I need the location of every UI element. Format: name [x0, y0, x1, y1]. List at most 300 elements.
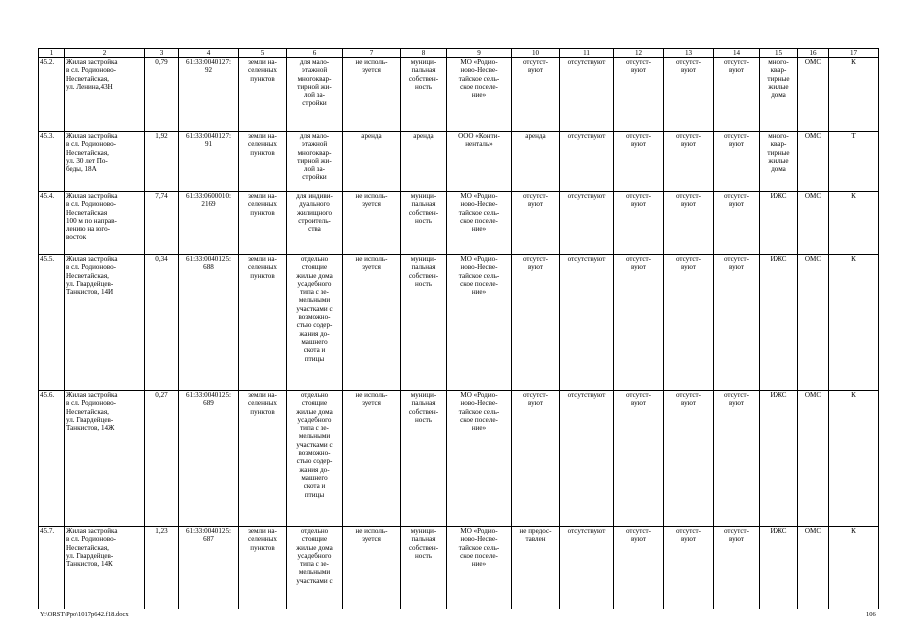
cell-text-line: 0,27 [155, 391, 168, 399]
table-cell [239, 255, 287, 391]
table-cell [760, 58, 798, 132]
land-plots-table [38, 48, 879, 609]
table-row [39, 58, 879, 132]
cell-text-line: в сл. Родионово- [66, 399, 116, 408]
cell-text-line: строитель- [298, 216, 331, 225]
table-cell [39, 527, 65, 609]
cell-text-line: отсутст- [723, 132, 750, 140]
table-cell [39, 192, 65, 255]
cell-text-line: селенных [248, 66, 277, 75]
cell-text-line: вуют [631, 399, 646, 408]
cell-text-line: в сл. Родионово- [66, 66, 116, 75]
cell-text-line: вуют [528, 200, 543, 209]
table-cell [714, 192, 760, 255]
cell-text-line: вуют [681, 140, 696, 149]
header-cell: 16 [798, 49, 829, 58]
cell-text-line: ское поселе- [460, 279, 498, 288]
table-cell [65, 527, 145, 609]
cell-text-line: пунктов [250, 407, 275, 416]
table-cell [664, 192, 714, 255]
cell-text-line: 45.7. [40, 527, 55, 535]
cell-text-line: этажной [301, 66, 328, 75]
cell-text-line: МО «Родио- [460, 58, 498, 66]
cell-text-line: в сл. Родионово- [66, 263, 116, 272]
cell-text-line: 688 [203, 263, 214, 272]
cell-text-line: ское поселе- [460, 82, 498, 91]
table-cell [798, 255, 829, 391]
table-cell [343, 192, 401, 255]
table-cell [145, 192, 179, 255]
cell-text-line: стоящие [301, 263, 328, 272]
cell-text-line: зуется [362, 535, 381, 544]
cell-text-line: аренда [413, 132, 434, 140]
cell-text-line: вуют [528, 399, 543, 408]
cell-text-line: пунктов [250, 148, 275, 157]
cell-text-line: ОМС [804, 192, 822, 200]
cell-text-line: отсутст- [675, 255, 702, 263]
cell-text-line: восток [66, 233, 87, 242]
cell-text-line: лению на юго- [66, 225, 111, 234]
table-cell [798, 132, 829, 192]
cell-text-line: тайское сель- [458, 271, 500, 280]
table-cell [447, 391, 512, 527]
header-cell: 3 [145, 49, 179, 58]
cell-text-line: скота и [303, 346, 326, 355]
cell-text-line: отсутст- [675, 132, 702, 140]
table-cell [401, 58, 447, 132]
cell-text-line: Жилая застройка [66, 132, 118, 140]
cell-text-line: вуют [528, 66, 543, 75]
table-cell [560, 58, 614, 132]
cell-text-line: 7,74 [155, 192, 168, 200]
table-cell [145, 58, 179, 132]
cell-text-line: К [851, 192, 856, 200]
cell-text-line: отсутст- [522, 255, 549, 263]
cell-text-line: тавлен [525, 535, 546, 544]
cell-text-line: тайское сель- [458, 208, 500, 217]
cell-text-line: 45.2. [40, 58, 55, 66]
header-cell: 2 [65, 49, 145, 58]
cell-text-line: в сл. Родионово- [66, 140, 116, 149]
table-cell [401, 192, 447, 255]
cell-text-line: отсутст- [723, 192, 750, 200]
cell-text-line: Жилая застройка [66, 527, 118, 535]
table-cell [65, 132, 145, 192]
table-cell [714, 391, 760, 527]
cell-text-line: жилые дома [296, 543, 333, 552]
cell-text-line: отсутст- [723, 255, 750, 263]
cell-text-line: ние» [471, 225, 487, 234]
cell-text-line: отсутствуют [567, 527, 606, 535]
cell-text-line: скота и [303, 482, 326, 491]
cell-text-line: ства [308, 225, 321, 234]
cell-text-line: отсутст- [625, 255, 652, 263]
cell-text-line: в сл. Родионово- [66, 200, 116, 209]
table-cell [714, 255, 760, 391]
cell-text-line: лой за- [304, 165, 325, 174]
cell-text-line: 2169 [201, 200, 216, 209]
cell-text-line: Т [851, 132, 856, 140]
cell-text-line: отсутст- [522, 391, 549, 399]
table-cell [179, 58, 239, 132]
table-cell [714, 527, 760, 609]
cell-text-line: отсутствуют [567, 132, 606, 140]
cell-text-line: зуется [362, 263, 381, 272]
table-cell [714, 132, 760, 192]
cell-text-line: ское поселе- [460, 415, 498, 424]
cell-text-line: мельными [298, 296, 331, 305]
cell-text-line: отсутствуют [567, 58, 606, 66]
table-cell [447, 58, 512, 132]
cell-text-line: жилые дома [296, 407, 333, 416]
cell-text-line: квар- [770, 66, 787, 75]
table-cell [664, 391, 714, 527]
cell-text-line: собствен- [408, 208, 439, 217]
cell-text-line: селенных [248, 140, 277, 149]
cell-text-line: селенных [248, 535, 277, 544]
cell-text-line: 1,92 [155, 132, 168, 140]
header-cell: 15 [760, 49, 798, 58]
cell-text-line: собствен- [408, 74, 439, 83]
table-cell [560, 132, 614, 192]
cell-text-line: ние» [471, 560, 487, 569]
cell-text-line: вуют [528, 263, 543, 272]
table-cell [179, 391, 239, 527]
cell-text-line: ское поселе- [460, 551, 498, 560]
cell-text-line: отсутст- [675, 58, 702, 66]
table-row [39, 192, 879, 255]
cell-text-line: жания до- [299, 465, 330, 474]
cell-text-line: вуют [729, 399, 744, 408]
cell-text-line: не предос- [519, 527, 552, 535]
table-cell [447, 132, 512, 192]
cell-text-line: Жилая застройка [66, 58, 118, 66]
header-cell: 7 [343, 49, 401, 58]
cell-text-line: не исполь- [355, 527, 388, 535]
cell-text-line: 0,34 [155, 255, 168, 263]
table-cell [401, 132, 447, 192]
cell-text-line: 61:33:0600010: [186, 192, 231, 200]
cell-text-line: ние» [471, 91, 487, 100]
cell-text-line: отдельно [300, 255, 329, 263]
table-cell [560, 391, 614, 527]
table-cell [179, 527, 239, 609]
cell-text-line: отдельно [300, 391, 329, 399]
cell-text-line: зуется [362, 66, 381, 75]
table-cell [145, 391, 179, 527]
cell-text-line: возможно- [298, 313, 331, 322]
cell-text-line: 45.4. [40, 192, 55, 200]
cell-text-line: жилищного [296, 208, 333, 217]
table-cell [760, 527, 798, 609]
cell-text-line: Несветайская, [66, 74, 109, 83]
cell-text-line: птицы [304, 490, 325, 499]
cell-text-line: аренда [525, 132, 546, 140]
cell-text-line: усадебного [297, 279, 332, 288]
table-cell [179, 132, 239, 192]
cell-text-line: усадебного [297, 415, 332, 424]
cell-text-line: отсутст- [625, 192, 652, 200]
table-cell [287, 132, 343, 192]
cell-text-line: этажной [301, 140, 328, 149]
cell-text-line: стоящие [301, 535, 328, 544]
cell-text-line: ние» [471, 288, 487, 297]
cell-text-line: 45.5. [40, 255, 55, 263]
cell-text-line: земли на- [248, 255, 277, 263]
table-cell [145, 527, 179, 609]
cell-text-line: ул. Гвардейцев- [66, 551, 114, 560]
table-cell [401, 255, 447, 391]
cell-text-line: пунктов [250, 543, 275, 552]
table-cell [239, 192, 287, 255]
cell-text-line: не исполь- [355, 391, 388, 399]
cell-text-line: ново-Несве- [460, 200, 498, 209]
cell-text-line: не исполь- [355, 255, 388, 263]
cell-text-line: вуют [729, 535, 744, 544]
cell-text-line: муници- [410, 391, 437, 399]
cell-text-line: 92 [204, 66, 213, 75]
cell-text-line: К [851, 527, 856, 535]
table-cell [798, 391, 829, 527]
cell-text-line: пальная [411, 66, 436, 75]
table-cell [65, 192, 145, 255]
header-cell: 14 [714, 49, 760, 58]
cell-text-line: 100 м по направ- [66, 216, 117, 225]
table-cell [760, 132, 798, 192]
table-cell [239, 58, 287, 132]
cell-text-line: ние» [471, 424, 487, 433]
table-cell [512, 527, 560, 609]
cell-text-line: ОМС [804, 132, 822, 140]
cell-text-line: селенных [248, 399, 277, 408]
table-cell [664, 132, 714, 192]
cell-text-line: ул. Ленина,43Н [66, 82, 113, 91]
cell-text-line: тирной жи- [297, 156, 332, 165]
table-cell [829, 527, 879, 609]
table-cell [287, 527, 343, 609]
page-number: 106 [866, 611, 876, 618]
cell-text-line: ненталь» [465, 140, 493, 149]
cell-text-line: 45.3. [40, 132, 55, 140]
cell-text-line: ново-Несве- [460, 399, 498, 408]
table-cell [343, 132, 401, 192]
cell-text-line: отсутствуют [567, 255, 606, 263]
cell-text-line: зуется [362, 399, 381, 408]
table-cell [65, 255, 145, 391]
cell-text-line: муници- [410, 192, 437, 200]
cell-text-line: Несветайская, [66, 543, 109, 552]
header-row [39, 49, 879, 58]
cell-text-line: ул. 30 лет По- [66, 156, 108, 165]
cell-text-line: Танкистов, 14Ж [66, 424, 115, 433]
cell-text-line: Жилая застройка [66, 192, 118, 200]
table-cell [829, 255, 879, 391]
cell-text-line: вуют [631, 200, 646, 209]
header-cell: 13 [664, 49, 714, 58]
table-cell [401, 391, 447, 527]
table-cell [145, 132, 179, 192]
cell-text-line: отсутст- [723, 391, 750, 399]
table-cell [343, 527, 401, 609]
cell-text-line: ность [414, 415, 432, 424]
cell-text-line: отсутст- [675, 391, 702, 399]
header-cell: 4 [179, 49, 239, 58]
table-cell [39, 58, 65, 132]
cell-text-line: зуется [362, 200, 381, 209]
cell-text-line: ОМС [804, 58, 822, 66]
table-cell [239, 527, 287, 609]
cell-text-line: МО «Родио- [460, 391, 498, 399]
cell-text-line: участками с [296, 440, 333, 449]
table-cell [560, 192, 614, 255]
cell-text-line: квар- [770, 140, 787, 149]
cell-text-line: отсутст- [723, 58, 750, 66]
table-cell [343, 391, 401, 527]
cell-text-line: МО «Родио- [460, 192, 498, 200]
cell-text-line: собствен- [408, 543, 439, 552]
table-cell [287, 58, 343, 132]
header-cell: 12 [614, 49, 664, 58]
table-cell [829, 391, 879, 527]
table-cell [512, 255, 560, 391]
cell-text-line: ИЖС [770, 391, 787, 399]
cell-text-line: жилые [768, 156, 789, 165]
cell-text-line: 0,79 [155, 58, 168, 66]
cell-text-line: мельными [298, 432, 331, 441]
cell-text-line: многоквар- [297, 74, 332, 83]
table-cell [512, 391, 560, 527]
header-cell: 8 [401, 49, 447, 58]
cell-text-line: птицы [304, 354, 325, 363]
table-cell [447, 192, 512, 255]
footer-file-path: Y:\ORST\Ppo\1017p642.f18.docx [40, 611, 129, 618]
cell-text-line: стройки [302, 173, 327, 182]
table-cell [447, 255, 512, 391]
cell-text-line: в сл. Родионово- [66, 535, 116, 544]
cell-text-line: муници- [410, 58, 437, 66]
cell-text-line: тирной жи- [297, 82, 332, 91]
cell-text-line: тайское сель- [458, 74, 500, 83]
table-cell [287, 255, 343, 391]
cell-text-line: отсутст- [675, 527, 702, 535]
table-cell [760, 391, 798, 527]
cell-text-line: для мало- [299, 58, 330, 66]
cell-text-line: ОМС [804, 255, 822, 263]
cell-text-line: отсутст- [625, 58, 652, 66]
table-cell [39, 391, 65, 527]
header-cell: 5 [239, 49, 287, 58]
cell-text-line: муници- [410, 527, 437, 535]
cell-text-line: ИЖС [770, 527, 787, 535]
cell-text-line: ново-Несве- [460, 263, 498, 272]
cell-text-line: дома [771, 91, 786, 100]
cell-text-line: ОМС [804, 391, 822, 399]
table-cell [39, 132, 65, 192]
table-cell [614, 192, 664, 255]
header-cell: 1 [39, 49, 65, 58]
table-cell [343, 58, 401, 132]
cell-text-line: Танкистов, 14К [66, 560, 113, 569]
cell-text-line: вуют [631, 535, 646, 544]
cell-text-line: жилые [768, 82, 789, 91]
cell-text-line: стройки [302, 99, 327, 108]
cell-text-line: беды, 18А [66, 165, 97, 174]
table-row [39, 255, 879, 391]
cell-text-line: стью содер- [296, 321, 333, 330]
table-cell [287, 192, 343, 255]
cell-text-line: дуального [299, 200, 330, 209]
cell-text-line: Несветайская, [66, 271, 109, 280]
table-cell [798, 192, 829, 255]
table-row [39, 527, 879, 609]
cell-text-line: 61:33:0040125: [186, 391, 231, 399]
table-cell [512, 192, 560, 255]
cell-text-line: ООО «Конти- [458, 132, 500, 140]
cell-text-line: земли на- [248, 58, 277, 66]
cell-text-line: собствен- [408, 271, 439, 280]
table-cell [614, 58, 664, 132]
cell-text-line: собствен- [408, 407, 439, 416]
cell-text-line: 689 [203, 399, 214, 408]
cell-text-line: земли на- [248, 132, 277, 140]
cell-text-line: земли на- [248, 192, 277, 200]
table-cell [614, 132, 664, 192]
table-body [39, 49, 879, 609]
cell-text-line: муници- [410, 255, 437, 263]
cell-text-line: ОМС [804, 527, 822, 535]
cell-text-line: вуют [729, 140, 744, 149]
table-cell [829, 192, 879, 255]
cell-text-line: тирные [767, 148, 790, 157]
cell-text-line: ность [414, 551, 432, 560]
cell-text-line: отдельно [300, 527, 329, 535]
cell-text-line: вуют [631, 140, 646, 149]
cell-text-line: ново-Несве- [460, 66, 498, 75]
cell-text-line: жилые дома [296, 271, 333, 280]
cell-text-line: мельными [298, 568, 331, 577]
header-cell: 10 [512, 49, 560, 58]
cell-text-line: отсутст- [522, 192, 549, 200]
table-cell [560, 255, 614, 391]
cell-text-line: отсутствуют [567, 391, 606, 399]
cell-text-line: машнего [301, 337, 328, 346]
cell-text-line: типа с зе- [300, 288, 329, 297]
table-cell [401, 527, 447, 609]
cell-text-line: пунктов [250, 271, 275, 280]
cell-text-line: вуют [681, 263, 696, 272]
cell-text-line: Несветайская [66, 208, 108, 217]
cell-text-line: ул. Гвардейцев- [66, 279, 114, 288]
cell-text-line: аренда [361, 132, 382, 140]
cell-text-line: дома [771, 165, 786, 174]
cell-text-line: типа с зе- [300, 424, 329, 433]
cell-text-line: К [851, 255, 856, 263]
table-cell [714, 58, 760, 132]
cell-text-line: пальная [411, 399, 436, 408]
cell-text-line: 61:33:0040127: [186, 132, 231, 140]
cell-text-line: возможно- [298, 449, 331, 458]
cell-text-line: 61:33:0040125: [186, 255, 231, 263]
cell-text-line: селенных [248, 263, 277, 272]
table-cell [614, 527, 664, 609]
cell-text-line: селенных [248, 200, 277, 209]
table-cell [65, 391, 145, 527]
cell-text-line: К [851, 58, 856, 66]
cell-text-line: вуют [631, 263, 646, 272]
header-cell: 6 [287, 49, 343, 58]
cell-text-line: 61:33:0040127: [186, 58, 231, 66]
cell-text-line: тайское сель- [458, 543, 500, 552]
